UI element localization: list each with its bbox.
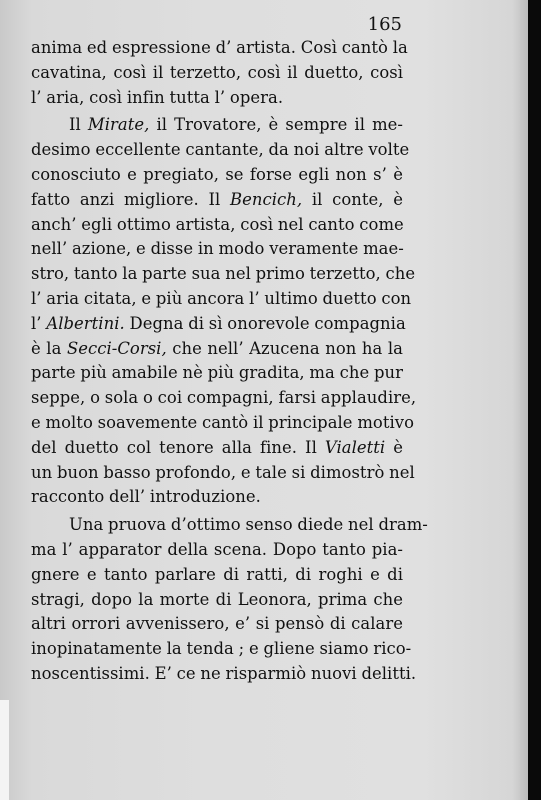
text-line xyxy=(31,386,417,411)
text-line xyxy=(31,513,428,538)
text-run: gnere e tanto parlare di ratti, di roghi e di xyxy=(31,564,403,584)
scan-corner-mark xyxy=(0,700,9,800)
text-run: conosciuto e pregiato, se forse egli non s’ è xyxy=(31,164,403,184)
text-run: noscentissimi. E’ ce ne risparmiò nuovi delitti. xyxy=(31,663,417,683)
page-number: 165 xyxy=(367,14,402,35)
text-line xyxy=(31,163,403,188)
text-run: che nell’ Azucena non ha la xyxy=(166,338,404,358)
text-line xyxy=(31,612,403,637)
text-run: Il xyxy=(69,115,88,135)
text-line xyxy=(31,337,403,362)
text-line xyxy=(31,662,417,687)
italic-name: Mirate, xyxy=(87,115,150,135)
text-run: del duetto col tenore alla fine. Il xyxy=(31,437,325,457)
text-run: anima ed espressione d’ artista. Così cantò la xyxy=(31,38,408,57)
text-line xyxy=(31,312,406,337)
text-run: anch’ egli ottimo artista, così nel canto come xyxy=(31,214,404,234)
text-run: parte più amabile nè più gradita, ma che pur xyxy=(31,363,403,383)
text-run: e molto soavemente cantò il principale motivo xyxy=(31,412,414,432)
italic-name: Vialetti xyxy=(324,437,386,457)
text-line xyxy=(31,262,416,287)
text-run: è xyxy=(385,437,403,457)
italic-name: Albertini. xyxy=(46,313,125,333)
text-run: nell’ azione, e disse in modo veramente mae- xyxy=(31,239,404,259)
text-run: altri orrori avvenissero, e’ si pensò di calare xyxy=(31,614,403,634)
text-line xyxy=(31,538,403,563)
text-run: seppe, o sola o coi compagni, farsi applaudire, xyxy=(31,388,417,408)
text-run: l’ aria citata, e più ancora l’ ultimo duetto con xyxy=(31,288,412,308)
text-line xyxy=(31,485,403,510)
text-run: stragi, dopo la morte di Leonora, prima che xyxy=(31,589,403,609)
text-line xyxy=(31,361,403,386)
text-line xyxy=(31,61,403,86)
text-run: Degna di sì onorevole compagnia xyxy=(124,313,406,333)
text-run: l’ xyxy=(31,313,47,333)
text-line xyxy=(31,213,403,238)
italic-name: Bencich, xyxy=(230,189,303,209)
text-line xyxy=(31,237,403,262)
text-run: un buon basso profondo, e tale si dimostrò nel xyxy=(31,462,415,482)
text-line xyxy=(31,637,412,662)
text-line xyxy=(31,411,414,436)
text-line xyxy=(31,138,410,163)
text-run: ma l’ apparator della scena. Dopo tanto pia- xyxy=(31,539,403,559)
italic-name: Secci-Corsi, xyxy=(66,338,167,358)
text-run: Una pruova d’ottimo senso diede nel dram- xyxy=(69,515,428,535)
text-run: cavatina, così il terzetto, così il duetto, così xyxy=(31,62,403,82)
text-run: racconto dell’ introduzione. xyxy=(31,487,261,507)
text-line xyxy=(31,287,412,312)
text-line xyxy=(31,461,415,486)
text-run: è la xyxy=(31,338,67,358)
text-line xyxy=(31,436,403,461)
body-text xyxy=(31,36,428,687)
text-run: il Trovatore, è sempre il me- xyxy=(149,115,403,135)
text-run: fatto anzi migliore. Il xyxy=(31,189,231,209)
text-run: desimo eccellente cantante, da noi altre volte xyxy=(31,140,410,160)
text-run: inopinatamente la tenda ; e gliene siamo rico- xyxy=(31,639,412,659)
text-line xyxy=(31,563,403,588)
text-run: stro, tanto la parte sua nel primo terzetto, che xyxy=(31,264,416,284)
text-run: l’ aria, così infin tutta l’ opera. xyxy=(31,87,284,107)
text-line xyxy=(31,588,403,613)
text-line xyxy=(31,188,403,213)
text-line xyxy=(31,36,408,61)
text-line xyxy=(31,86,403,111)
scan-border xyxy=(528,0,541,800)
text-run: il conte, è xyxy=(302,189,404,209)
text-line xyxy=(31,113,403,138)
